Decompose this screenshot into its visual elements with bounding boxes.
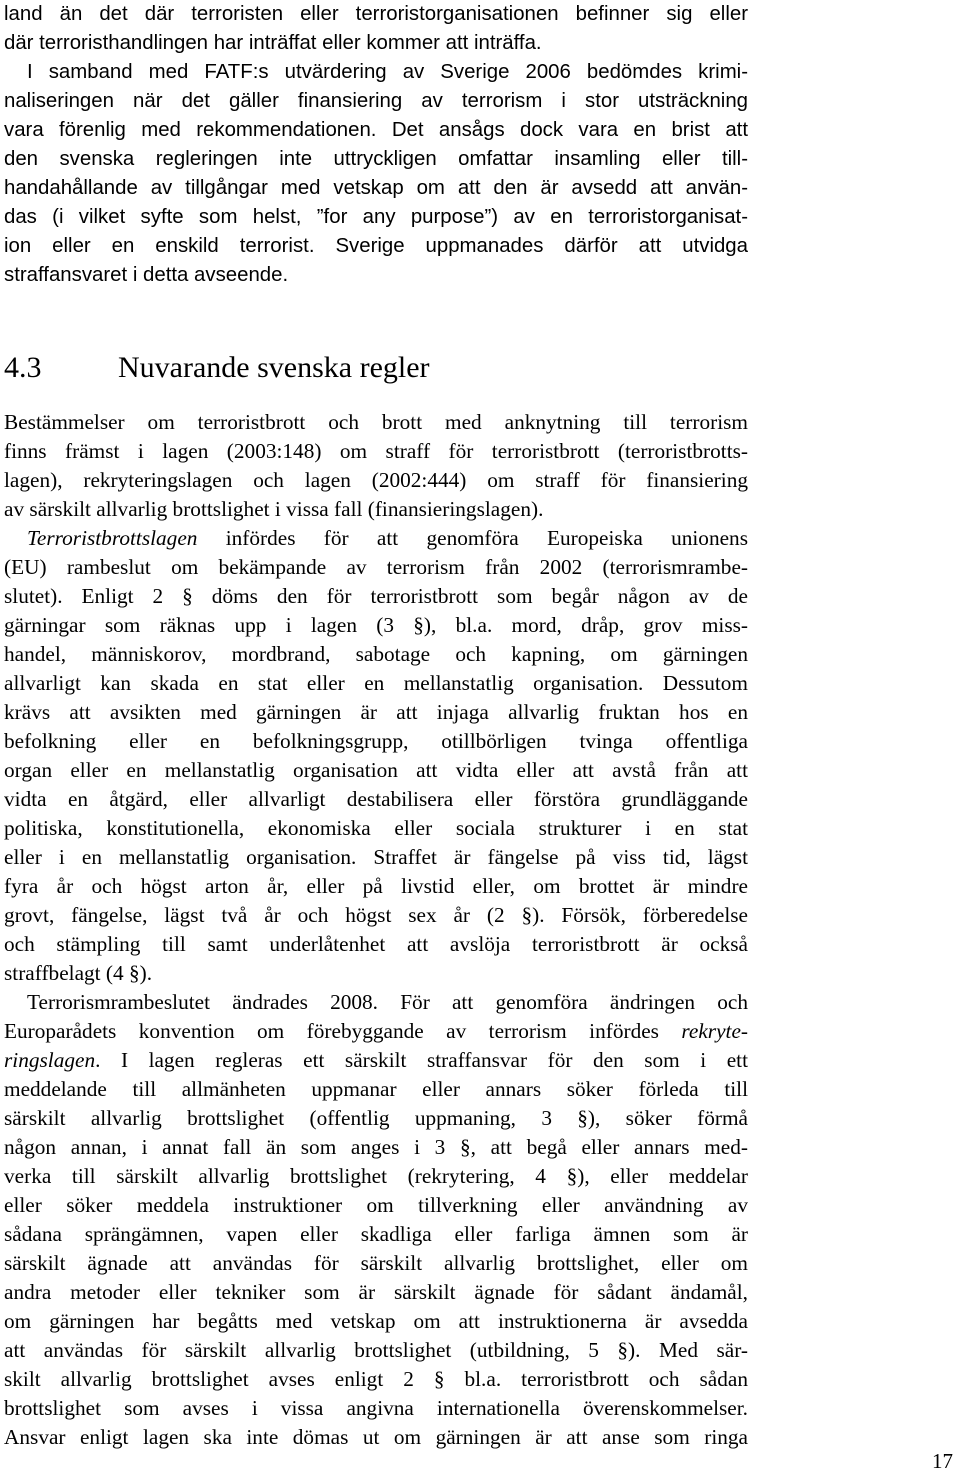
text-line: vidta en åtgärd, eller allvarligt destabilisera eller förstöra grundläggande (4, 787, 748, 811)
text-line: politiska, konstitutionella, ekonomiska eller sociala strukturer i en stat (4, 816, 748, 840)
page-number: 17 (932, 1449, 953, 1473)
text-line: befolkning eller en befolkningsgrupp, otillbörligen tvinga offentliga (4, 729, 748, 753)
text-line: straffbelagt (4 §). (4, 961, 153, 985)
text-line: das (i vilket syfte som helst, ”for any purpose”) av en terroristorganisat- (4, 206, 748, 228)
text-line: meddelande till allmänheten uppmanar eller annars söker förleda till (4, 1077, 748, 1101)
text-line: andra metoder eller tekniker som är särskilt ägnade för sådant ändamål, (4, 1280, 748, 1304)
text-line (4, 1046, 748, 1075)
text-line: Bestämmelser om terroristbrott och brott med anknytning till terrorism (4, 410, 748, 434)
text-line: finns främst i lagen (2003:148) om straff för terroristbrott (terroristbrotts- (4, 439, 748, 463)
text-line: verka till särskilt allvarlig brottslighet (rekrytering, 4 §), eller meddelar (4, 1164, 748, 1188)
text-line: ion eller en enskild terrorist. Sverige uppmanades därför att utvidga (4, 235, 748, 257)
text-line: av särskilt allvarlig brottslighet i vissa fall (finansieringslagen). (4, 497, 544, 521)
text-line: den svenska regleringen inte uttryckligen omfattar insamling eller till- (4, 148, 748, 170)
text-line: eller i en mellanstatlig organisation. Straffet är fängelse på viss tid, lägst (4, 845, 748, 869)
text-line: fyra år och högst arton år, eller på livstid eller, om brottet är mindre (4, 874, 748, 898)
text-line: skilt allvarlig brottslighet avses enligt 2 § bl.a. terroristbrott och sådan (4, 1367, 748, 1391)
text-line: handel, människorov, mordbrand, sabotage och kapning, om gärningen (4, 642, 748, 666)
text-segment: Europarådets konvention om förebyggande av terrorism infördes (4, 1019, 682, 1043)
text-line: organ eller en mellanstatlig organisation att vidta eller att avstå från att (4, 758, 748, 782)
text-line: gärningar som räknas upp i lagen (3 §), bl.a. mord, dråp, grov miss- (4, 613, 748, 637)
section-number: 4.3 (4, 351, 42, 384)
law-name-italic: Terroristbrottslagen (27, 526, 198, 550)
text-line: allvarligt kan skada en stat eller en mellanstatlig organisation. Dessutom (4, 671, 748, 695)
text-line: någon annan, i annat fall än som anges i 3 §, att begå eller annars med- (4, 1135, 748, 1159)
text-line: där terroristhandlingen har inträffat eller kommer att inträffa. (4, 32, 542, 54)
text-line (4, 1017, 748, 1046)
section-heading (4, 348, 748, 388)
text-segment: infördes för att genomföra Europeiska unionens (197, 526, 748, 550)
text-line: särskilt allvarlig brottslighet (offentlig uppmaning, 3 §), söker förmå (4, 1106, 748, 1130)
text-line: grovt, fängelse, lägst två år och högst sex år (2 §). Försök, förberedelse (4, 903, 748, 927)
text-line: brottslighet som avses i vissa angivna internationella överenskommelser. (4, 1396, 748, 1420)
text-segment: . I lagen regleras ett särskilt straffansvar för den som i ett (95, 1048, 748, 1072)
law-name-italic: rekryte- (681, 1019, 748, 1043)
law-name-italic: ringslagen (4, 1048, 96, 1072)
text-line: land än det där terroristen eller terroristorganisationen befinner sig eller (4, 3, 748, 25)
text-line: Terrorismrambeslutet ändrades 2008. För att genomföra ändringen och (27, 990, 748, 1014)
section-title: Nuvarande svenska regler (118, 351, 430, 384)
text-line: vara förenlig med rekommendationen. Det ansågs dock vara en brist att (4, 119, 748, 141)
text-line: att användas för särskilt allvarlig brottslighet (utbildning, 5 §). Med sär- (4, 1338, 748, 1362)
text-line: Ansvar enligt lagen ska inte dömas ut om gärningen är att anse som ringa (4, 1425, 748, 1449)
text-line: handahållande av tillgångar med vetskap om att den är avsedd att använ- (4, 177, 748, 199)
text-line: slutet). Enligt 2 § döms den för terroristbrott som begår någon av de (4, 584, 748, 608)
text-line: straffansvaret i detta avseende. (4, 264, 289, 286)
text-line (4, 524, 748, 553)
text-line: naliseringen när det gäller finansiering av terrorism i stor utsträckning (4, 90, 748, 112)
text-line: I samband med FATF:s utvärdering av Sverige 2006 bedömdes krimi- (27, 61, 748, 83)
text-line: och stämpling till samt underlåtenhet att avslöja terroristbrott är också (4, 932, 748, 956)
text-line: sådana sprängämnen, vapen eller skadliga eller farliga ämnen som är (4, 1222, 748, 1246)
text-line: lagen), rekryteringslagen och lagen (2002:444) om straff för finansiering (4, 468, 748, 492)
text-line: om gärningen har begåtts med vetskap om att instruktionerna är avsedda (4, 1309, 748, 1333)
text-line: (EU) rambeslut om bekämpande av terrorism från 2002 (terrorismrambe- (4, 555, 748, 579)
text-line: eller söker meddela instruktioner om tillverkning eller användning av (4, 1193, 748, 1217)
text-line: särskilt ägnade att användas för särskilt allvarlig brottslighet, eller om (4, 1251, 748, 1275)
text-line: krävs att avsikten med gärningen är att injaga allvarlig fruktan hos en (4, 700, 748, 724)
